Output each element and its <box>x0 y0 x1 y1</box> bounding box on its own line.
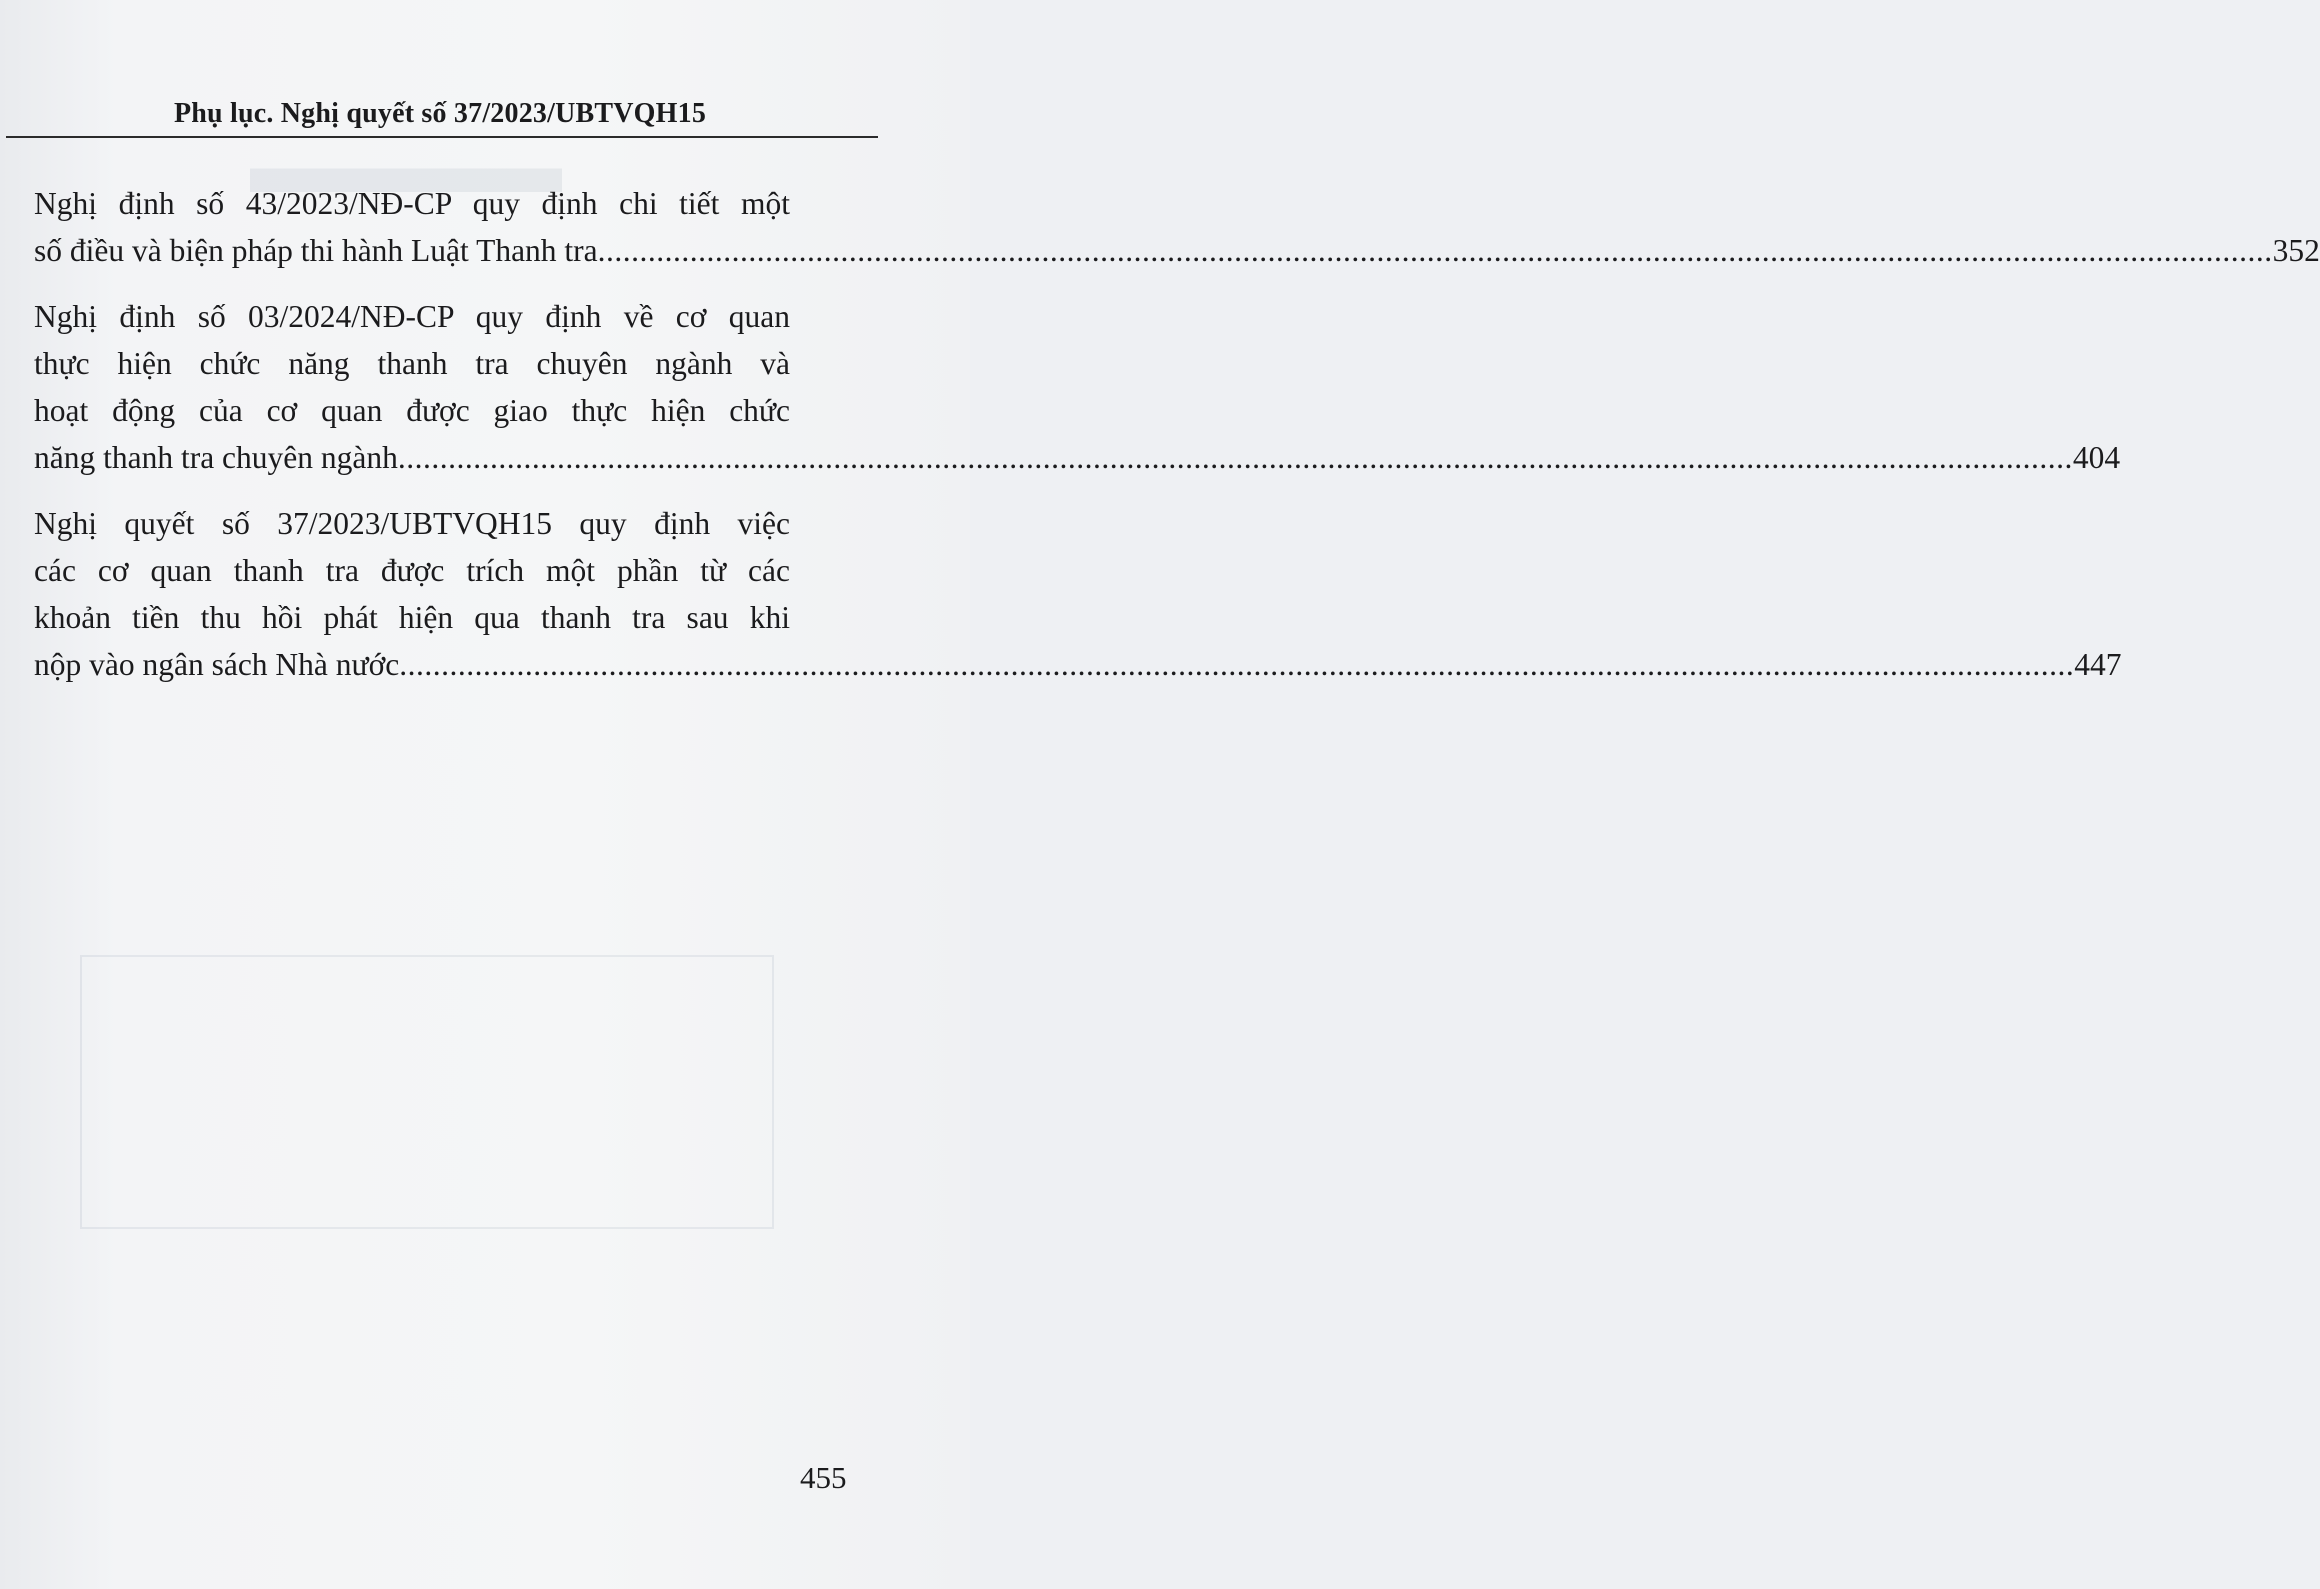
toc-entry-line: các cơ quan thanh tra được trích một phần từ các <box>34 553 790 588</box>
toc-entry-text: năng thanh tra chuyên ngành <box>34 440 398 475</box>
toc-entry <box>34 500 2122 688</box>
toc-entry-text: nộp vào ngân sách Nhà nước <box>34 647 400 682</box>
toc-entry-line: hoạt động của cơ quan được giao thực hiện chức <box>34 393 790 428</box>
page-number: 455 <box>800 1460 847 1495</box>
toc-entry <box>34 293 2121 481</box>
toc-entry-last-line <box>34 641 2122 688</box>
toc-entry-line: Nghị định số 03/2024/NĐ-CP quy định về cơ quan <box>34 299 790 334</box>
header-rule <box>6 136 878 138</box>
dot-leader: ........................................................................................................................................................................................................ <box>597 233 2273 268</box>
table-of-contents <box>34 180 2320 707</box>
toc-entry-text: số điều và biện pháp thi hành Luật Thanh tra <box>34 233 598 268</box>
toc-entry-last-line <box>34 434 2121 481</box>
toc-entry-line: thực hiện chức năng thanh tra chuyên ngành và <box>34 346 790 381</box>
toc-page-number: 352 <box>2272 233 2320 268</box>
toc-page-number: 447 <box>2074 647 2122 682</box>
dot-leader: ........................................................................................................................................................................................................ <box>397 440 2073 475</box>
toc-entry-line: khoản tiền thu hồi phát hiện qua thanh tra sau khi <box>34 600 790 635</box>
toc-entry-line: Nghị quyết số 37/2023/UBTVQH15 quy định việc <box>34 506 790 541</box>
toc-page-number: 404 <box>2072 440 2121 475</box>
show-through-box <box>80 955 774 1229</box>
toc-entry-line: Nghị định số 43/2023/NĐ-CP quy định chi tiết một <box>34 186 790 221</box>
running-header: Phụ lục. Nghị quyết số 37/2023/UBTVQH15 <box>173 98 707 129</box>
show-through-decoration: ▬▬▬▬ <box>250 121 562 209</box>
dot-leader: ........................................................................................................................................................................................................ <box>399 647 2075 682</box>
toc-entry-last-line <box>34 227 2320 274</box>
toc-entry <box>34 180 2320 274</box>
